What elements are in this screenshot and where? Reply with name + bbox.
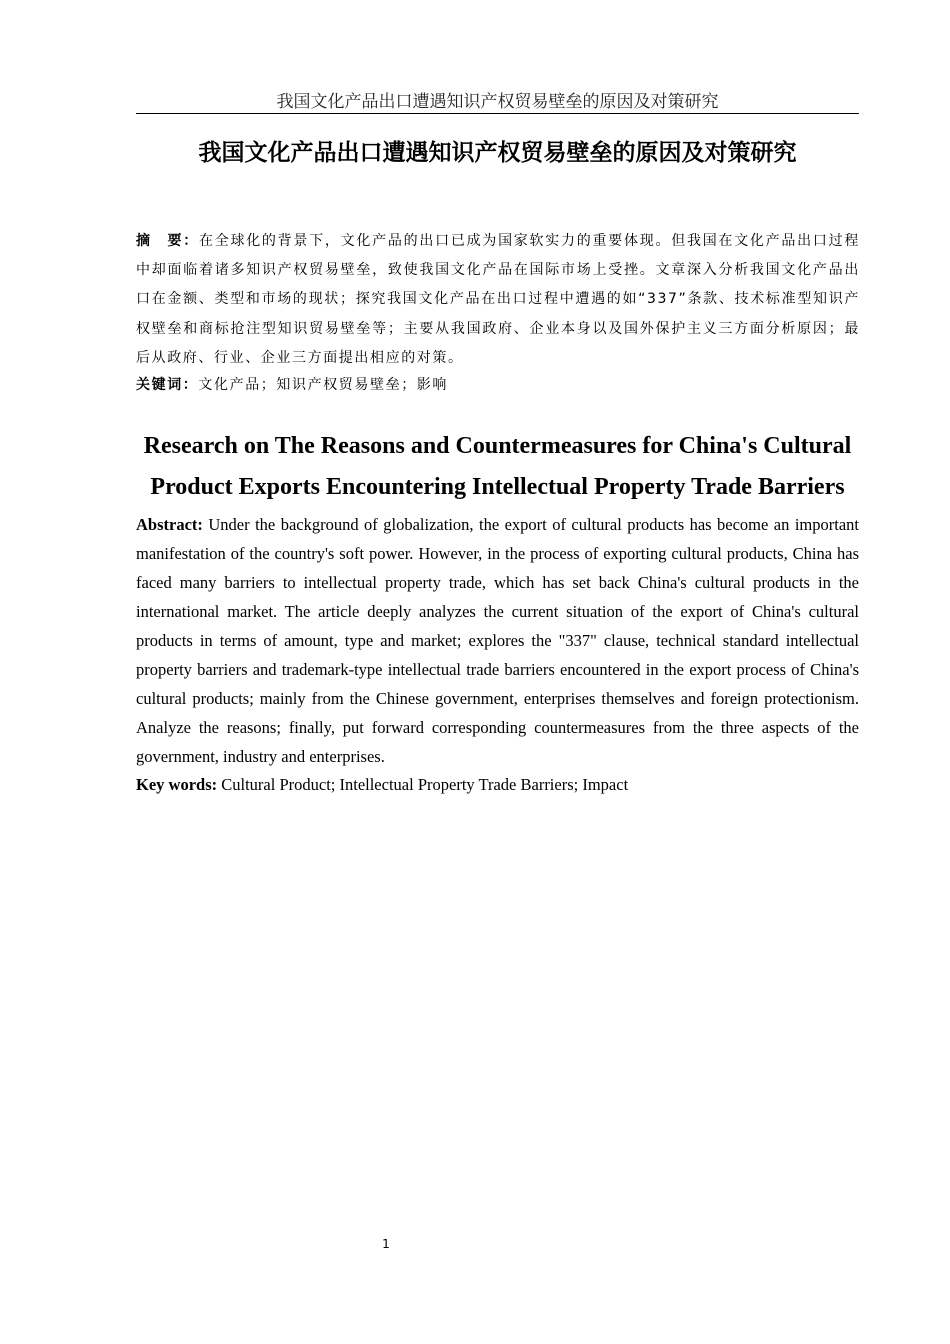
- english-abstract-label: Abstract:: [136, 515, 203, 534]
- running-header: 我国文化产品出口遭遇知识产权贸易壁垒的原因及对策研究: [136, 91, 859, 114]
- chinese-keywords-label: 关键词：: [136, 377, 199, 393]
- chinese-keywords: [136, 371, 860, 399]
- english-title: Research on The Reasons and Countermeasures for China's Cultural Product Exports Encountering Intellectual Property Trade Barriers: [143, 433, 852, 500]
- chinese-abstract: [136, 227, 860, 373]
- english-keywords-text: Cultural Product; Intellectual Property Trade Barriers; Impact: [221, 775, 629, 794]
- english-abstract-text: Under the background of globalization, the export of cultural products has become an important manifestation of the country's soft power. However, in the process of exporting cultural products, China has faced many barriers to intellectual property trade, which has set back China's cultural products in the international market. The article deeply analyzes the current situation of the export of China's cultural products in terms of amount, type and market; explores the "337" clause, technical standard intellectual property barriers and trademark-type intellectual trade barriers encountered in the export process of China's cultural products; mainly from the Chinese government, enterprises themselves and foreign protectionism. Analyze the reasons; finally, put forward corresponding countermeasures from the three aspects of the government, industry and enterprises.: [136, 515, 859, 766]
- chinese-keywords-text: 文化产品；知识产权贸易壁垒；影响: [198, 377, 449, 393]
- chinese-abstract-label: 摘 要：: [136, 233, 199, 249]
- english-keywords-label: Key words:: [136, 775, 218, 794]
- english-abstract: [136, 510, 859, 771]
- english-keywords: [136, 770, 859, 799]
- page-number: 1: [382, 1237, 390, 1251]
- chinese-title: 我国文化产品出口遭遇知识产权贸易壁垒的原因及对策研究: [198, 140, 797, 166]
- chinese-abstract-text: 在全球化的背景下，文化产品的出口已成为国家软实力的重要体现。但我国在文化产品出口过程中却面临着诸多知识产权贸易壁垒，致使我国文化产品在国际市场上受挫。文章深入分析我国文化产品出口在金额、类型和市场的现状；探究我国文化产品在出口过程中遭遇的如“337”条款、技术标准型知识产权壁垒和商标抢注型知识贸易壁垒等；主要从我国政府、企业本身以及国外保护主义三方面分析原因；最后从政府、行业、企业三方面提出相应的对策。: [136, 233, 860, 366]
